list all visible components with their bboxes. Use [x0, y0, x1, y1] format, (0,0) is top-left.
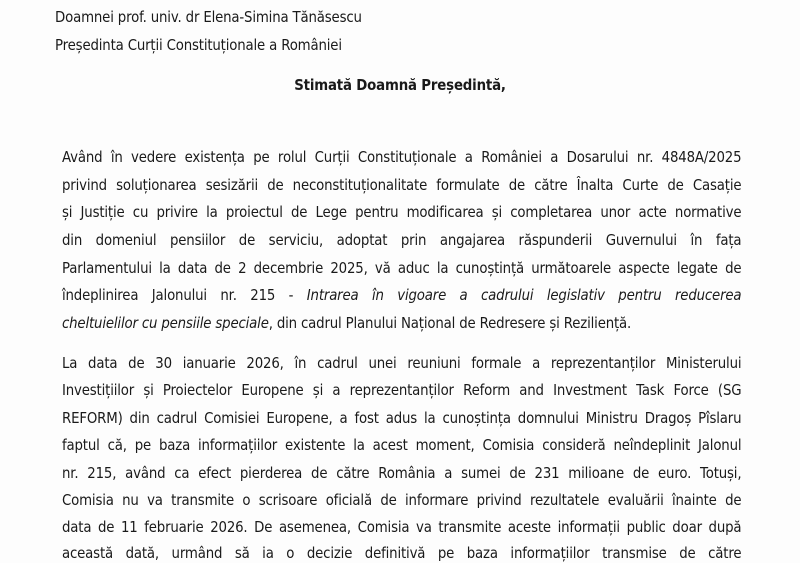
paragraph-line: din domeniul pensiilor de serviciu, adoptat prin angajarea răspunderii Guvernului în fața [62, 231, 742, 249]
italic-milestone-title: Intrarea în vigoare a cadrului legislativ pentru reducerea [306, 286, 742, 304]
salutation-text: Stimată Doamnă Președintă, [294, 76, 506, 94]
paragraph-line: faptul că, pe baza informațiilor existente la acest moment, Comisia consideră neîndeplinit Jalonul [62, 436, 742, 454]
paragraph-line [62, 313, 741, 333]
paragraph-line: Parlamentului la data de 2 decembrie 2025, vă aduc la cunoștință următoarele aspecte legate de [62, 259, 742, 277]
paragraph-line: privind soluționarea sesizării de neconstituționalitate formulate de către Înalta Curte de Casație [62, 176, 742, 194]
recipient-name: Doamnei prof. univ. dr Elena-Simina Tănăsescu [55, 8, 362, 26]
paragraph-line: această dată, urmând să ia o decizie definitivă pe baza informațiilor transmise de către [62, 544, 742, 562]
paragraph-line: REFORM) din cadrul Comisiei Europene, a fost adus la cunoștința domnului Ministru Dragoș Pîslaru [62, 409, 742, 427]
recipient-title: Președinta Curții Constituționale a României [55, 36, 342, 54]
paragraph-line: Având în vedere existența pe rolul Curții Constituționale a României a Dosarului nr. 4848A/2025 [62, 148, 742, 166]
paragraph-line: data de 11 februarie 2026. De asemenea, Comisia va transmite aceste informații public doar după [62, 518, 742, 536]
text-run: îndeplinirea Jalonului nr. 215 - [62, 286, 307, 304]
paragraph-line: Investițiilor și Proiectelor Europene și a reprezentanților Reform and Investment Task Force (SG [62, 381, 742, 399]
paragraph-line: La data de 30 ianuarie 2026, în cadrul unei reuniuni formale a reprezentanților Ministerului [62, 354, 742, 372]
text-run: , din cadrul Planului Național de Redresere și Reziliență. [268, 314, 632, 332]
paragraph-line: și Justiție cu privire la proiectul de Lege pentru modificarea și completarea unor acte normative [62, 203, 742, 221]
italic-milestone-title: cheltuielilor cu pensiile speciale [62, 314, 269, 332]
salutation [0, 75, 800, 95]
paragraph-line: nr. 215, având ca efect pierderea de către România a sumei de 231 milioane de euro. Totuși, [62, 464, 742, 482]
paragraph-line: Comisia nu va transmite o scrisoare oficială de informare privind rezultatele evaluării înainte de [62, 491, 742, 509]
paragraph-line [62, 285, 741, 305]
